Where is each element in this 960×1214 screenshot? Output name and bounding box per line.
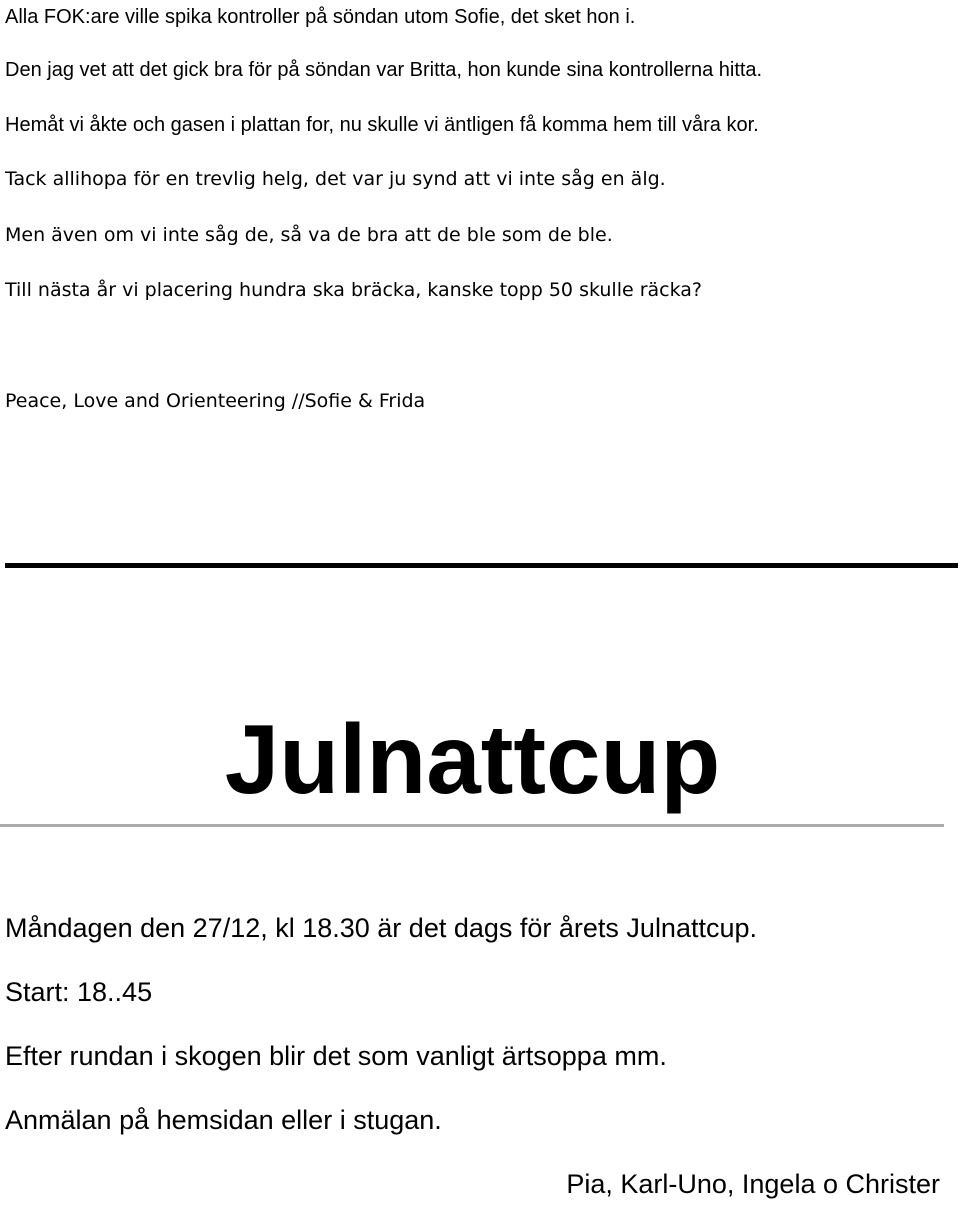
event-food-note: Efter rundan i skogen blir det som vanligt ärtsoppa mm. bbox=[5, 1041, 667, 1071]
event-signature: Pia, Karl-Uno, Ingela o Christer bbox=[566, 1169, 940, 1199]
poem-closing: Peace, Love and Orienteering //Sofie & Frida bbox=[5, 390, 426, 412]
poem-line: Till nästa år vi placering hundra ska bräcka, kanske topp 50 skulle räcka? bbox=[5, 279, 703, 301]
poem-line: Alla FOK:are ville spika kontroller på söndan utom Sofie, det sket hon i. bbox=[5, 6, 636, 28]
event-registration: Anmälan på hemsidan eller i stugan. bbox=[5, 1105, 442, 1135]
poem-line: Den jag vet att det gick bra för på söndan var Britta, hon kunde sina kontrollerna hitta. bbox=[5, 59, 763, 81]
section-divider bbox=[5, 563, 958, 568]
event-date-line: Måndagen den 27/12, kl 18.30 är det dags för årets Julnattcup. bbox=[5, 913, 758, 943]
poem-line: Hemåt vi åkte och gasen i plattan for, nu skulle vi äntligen få komma hem till våra kor. bbox=[5, 114, 759, 136]
poem-line: Tack allihopa för en trevlig helg, det var ju synd att vi inte såg en älg. bbox=[5, 168, 666, 190]
poem-line: Men även om vi inte såg de, så va de bra att de ble som de ble. bbox=[5, 224, 613, 246]
title-underline bbox=[0, 824, 944, 827]
event-start-time: Start: 18..45 bbox=[5, 977, 153, 1007]
event-title: Julnattcup bbox=[224, 704, 721, 814]
